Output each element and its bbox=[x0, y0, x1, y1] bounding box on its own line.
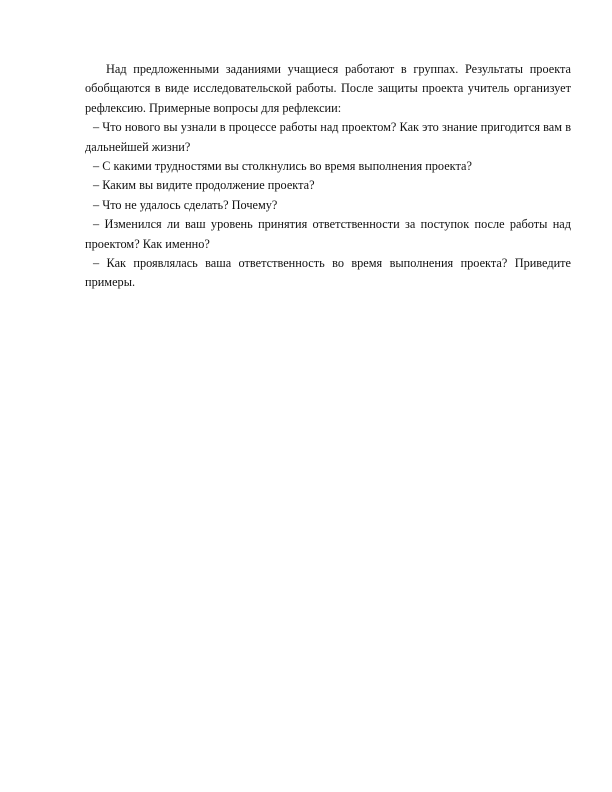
body-text bbox=[85, 60, 571, 293]
reflection-question-6: – Как проявлялась ваша ответственность во время выполнения проекта? Приведите примеры. bbox=[85, 256, 571, 290]
reflection-question-5: – Изменился ли ваш уровень принятия ответственности за поступок после работы над проектом? Как именно? bbox=[85, 217, 571, 251]
reflection-question-4: – Что не удалось сделать? Почему? bbox=[93, 197, 278, 212]
reflection-question-1: – Что нового вы узнали в процессе работы над проектом? Как это знание пригодится вам в дальнейшей жизни? bbox=[85, 120, 571, 154]
intro-paragraph: Над предложенными заданиями учащиеся работают в группах. Результаты проекта обобщаются в виде исследовательской работы. После защиты проекта учитель организует рефлексию. Примерные вопросы для рефлексии: bbox=[85, 62, 571, 115]
reflection-question-3: – Каким вы видите продолжение проекта? bbox=[93, 178, 315, 193]
reflection-question-2: – С какими трудностями вы столкнулись во время выполнения проекта? bbox=[93, 159, 472, 174]
